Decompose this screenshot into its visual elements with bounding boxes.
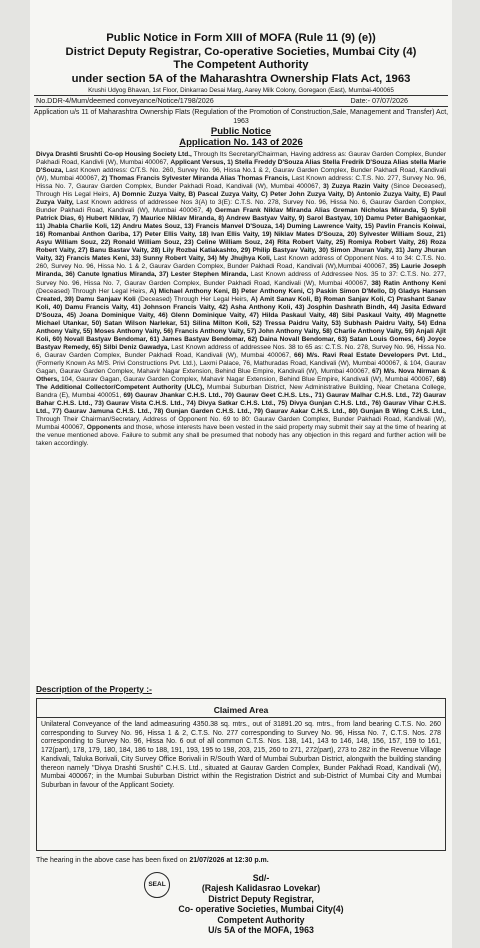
hearing-date: 21/07/2026 at 12:30 p.m. <box>189 857 269 864</box>
notice-body-segment: Through Their Chairman/Secretary, Address of Opponent No. 69 to 80: Gaurav Garden Complex, Bunder Pakhadi Road, Kandivali (W), Mumbai 400067, <box>36 416 446 432</box>
notice-body-segment: (Deceased) Through Her Legal Heirs, <box>135 295 251 303</box>
notice-party-name: 4) German Frank Niklav Miranda Alias Greman Nicholas Miranda, 5) Sybil Patrick Dias, 6) Hubert Niklav, 7) Maurice Niklav Miranda, 8) Andrew Bastyav Vaity, 9) Sarol Bastyav, 10) Damu Peter Bahigaonkar, 11) Jhabla Charlie Koli, 12) Andru Mates Souz, 13) Francis Manvel D'Souza, 14) Duming Lawrence Vaity, 15) Pavlin Francis Koiwai, 16) Romanbai Anthon Gariba, 17) Peter Ellis Vaity, 18) Ivan Ellis Vaity, 19) Niklav Mates D'Souza, 20) Sylvester William Souz, 21) Asyu William Souz, 22) Ronald William Souz, 23) Celine William Souz, 24) Rita Robert Vaity, 25) Romiya Robert Vaity, 26) Roza Robert Vaity, 27) Banu Bastav Vaity, 28) Lily Rozbai Katiakashto, 29) Philip Bastyav Vaity, 30) Simon Jhuran Vaity, 31) Jany Jhuran Vaity, 32) Francis Mates Keni, 33) Sunny Robert Vaity, 34) My Jhujhya Koli, <box>36 207 446 263</box>
notice-body-text <box>36 151 446 683</box>
signatory-title-4: U/s 5A of the MOFA, 1963 <box>208 925 314 936</box>
notice-date: Date:- 07/07/2026 <box>350 96 408 105</box>
signature-sd: Sd/- <box>252 873 270 883</box>
notice-body-segment: Mumbai Suburban District, New Administrative Building, Near Chetana College, Bandra (E), Mumbai 400051, <box>36 383 446 399</box>
notice-party-name: 35) Laurie Joseph Miranda, 36) Canute Ignatius Miranda, 37) Lester Stephen Miranda, <box>36 263 446 279</box>
notice-party-name: Opponents <box>86 424 122 432</box>
notice-party-name: 38) Ratin Anthony Keni <box>371 279 446 287</box>
claimed-area-title: Claimed Area <box>37 703 445 718</box>
notice-party-name: 2) Thomas Francis Sylvester Miranda Alias Thomas Francis, <box>101 175 290 183</box>
notice-party-name: A) Domnic Zuzya Vaity, B) Pascal Zuzya Vaity, C) Peter John Zuzya Vaity, D) Antonio Zuzya Vaity, E) Paul Zuzya Vaity, <box>36 191 446 207</box>
reference-row <box>34 95 448 107</box>
notice-party-name: 69) Gaurav Jhankar C.H.S. Ltd., 70) Gaurav Geet C.H.S. Lts., 71) Gaurav Malhar C.H.S. Ltd., 72) Gaurav Bahar C.H.S. Ltd., 73) Gaurav Vista C.H.S. Ltd., 74) Divya Satkar C.H.S. Ltd., 75) Divya Gunjan C.H.S. Ltd., 76) Gaurav Vihar C.H.S. Ltd., 77) Gaurav Jamuna C.H.S. Ltd., 78) Gunjan Garden C.H.S. Ltd., 79) Gaurav Aakar C.H.S. Ltd., 80) Gunjan B Wing C.H.S. Ltd., <box>36 391 446 415</box>
notice-party-name: Applicant Versus, 1) Stella Freddy D'Souza Alias Stella Fredrik D'Souza Alias stella Marie D'Souza, <box>36 159 446 175</box>
signatory-name: (Rajesh Kalidasrao Lovekar) <box>201 883 321 894</box>
office-address: Krushi Udyog Bhavan, 1st Floor, Dinkarrao Desai Marg, Aarey Milk Colony, Goregaon (East), Mumbai-400065 <box>88 87 394 94</box>
signatory-title-3: Competent Authority <box>217 914 305 925</box>
signatory-title-1: District Deputy Registrar, <box>208 893 314 904</box>
notice-heading-registrar: District Deputy Registrar, Co-operative Societies, Mumbai City (4) <box>65 45 417 58</box>
notice-party-name: A) Amit Sanav Koli, B) Roman Sanjav Koli, C) Prashant Sanav Koli, 40) Damu Francis Vaity, 41) Johnson Francis Vaity, 42) Asha Anthony Koli, 43) Josphin Dashrath Bindh, 44) Jasita Edward D'Souza, 45) Joana Dominique Vaity, 46) Glenn Dominique Vaity, 47) Hilda Paskaul Vaity, 48) Sibi Paskaul Vaity, 49) Magnette Michael Utankar, 50) Satan Wilson Narlekar, 51) Silina Milton Koli, 52) Tressa Paidru Vaity, 53) Subhash Paidru Vaity, 54) Edna Anthony Vaity, 55) Moses Anthony Vaity, 56) Francis Anthony Vaity, 57) John Anthony Vaity, 58) Charlie Anthony Vaity, 59) Anjali Ajit Koli, 60) Novall Bastyav Bendomar, 61) James Bastyav Bendomar, 62) Daina Novall Bendomar, 63) Satan Louis Gomes, 64) Joyce Bastyav Remedy, 65) Silbi Deniz Gawadya, <box>36 295 446 351</box>
public-notice-title: Public Notice <box>210 126 272 137</box>
notice-body-segment: and those, whose interests have been vested in the said property may submit their say at the time of hearing at the venue mentioned above. Failure to submit any shall be presumed that nobody has any objection in this regard and further action will be taken accordingly. <box>36 424 446 448</box>
notice-body-segment: (Deceased) Through Her Legal Heirs, <box>36 287 150 295</box>
claimed-area-text: Unilateral Conveyance of the land admeasuring 4350.38 sq. mtrs., out of 31891.20 sq. mtrs., from land bearing C.T.S. No. 260 corresponding to Survey No. 96, Hissa 1 & 2, C.T.S. No. 277 corresponding to Survey No. 96, Hissa No. 7, C.T.S. Nos. 278 corresponding to Survey No. 96, Hissa No. 6 out of all common C.T.S. Nos. 138, 141, 143 to 146, 148, 156, 157, 159 to 161, 172(part), 178, 179, 180, 184, 186 to 188, 191, 193, 195 to 198, 203, 215, 260 to 271, 272(part), 273 to 282 in the Revenue Village Kandivali, Taluka Borivali, City Survey Office Borivali in R/South Ward of Mumbai Suburban District, alongwith the building standing thereon namely "Divya Drashti Srushti" C.H.S. Ltd., situated at Gaurav Garden Complex, Bunder Pakhadi Road, Kandivali (W), Mumbai 400067; in the Mumbai Suburban District within the Registration District and sub-District of Mumbai City and Mumbai Suburban in favour of the Applicant Society. <box>41 721 441 789</box>
notice-party-name: 66) M/s. Ravi Real Estate Developers Pvt. Ltd., <box>294 351 446 359</box>
signatory-title-2: Co- operative Societies, Mumbai City(4) <box>178 904 344 915</box>
notice-party-name: 68) The Additional Collector/Competent Authority (ULC), <box>36 375 446 391</box>
notice-party-name: Divya Drashti Srushti Co-op Housing Society Ltd., <box>36 151 192 158</box>
notice-heading-section: under section 5A of the Maharashtra Ownership Flats Act, 1963 <box>71 72 411 85</box>
claimed-area-box <box>36 698 446 851</box>
notice-body-segment: Last Known address of addressee Nos. 38 to 65 as: C.T.S. No. 278, Survey No. 96, Hissa No. 6, Gaurav Garden Complex, Bunder Pakhadi Road, Kandivali (W), Mumbai 400067, <box>36 343 446 359</box>
notice-body-segment: (Since Deceased), Through His Legal Heirs, <box>36 183 446 199</box>
notice-page <box>30 0 452 948</box>
reference-number: No.DDR-4/Mum/deemed conveyance/Notice/1798/2026 <box>36 96 214 105</box>
hearing-line <box>36 856 446 865</box>
notice-heading-authority: The Competent Authority <box>173 59 309 71</box>
seal-stamp: SEAL <box>144 872 170 898</box>
notice-party-name: A) Michael Anthony Keni, B) Peter Anthony Keni, C) Paskin Simon D'Mello, D) Gladys Hansen Created, 39) Damu Sanjaav Koli <box>36 287 446 303</box>
signature-block <box>30 873 452 935</box>
notice-body-segment: Last Known address of Opponent Nos. 4 to 34: C.T.S. No. 260, Survey No. 96, Hissa No. 1 & 2, Gaurav Garden Complex, Bunder Pakhadi Road, Kandivali (W),Mumbai 400067, <box>36 255 446 271</box>
notice-body-segment: Last Known address of Addressee Nos. 35 to 37: C.T.S. No. 277, Survey No. 96, Hissa No. 7, Gaurav Garden Complex, Bunder Pakhadi Road, Kandivali (W), Mumbai 400067, <box>36 271 446 287</box>
hearing-prefix: The hearing in the above case has been fixed on <box>36 857 190 864</box>
notice-body-segment: 104, Gaurav Gagan, Gaurav Garden Complex, Mahavir Nagar Extension, Behind Blue Empire, Kandivali (W), Mumbai 400067, <box>58 375 437 383</box>
notice-body-segment: Through Its Secretary/Chairman, Having address as: Gaurav Garden Complex, Bunder Pakhadi Road, Kandivli (W), Mumbai 400067, <box>36 151 446 167</box>
notice-body-segment: Last Known address of addressee Nos 3(A) to 3(E): C.T.S. No. 278, Survey No. 96, Hissa No. 6, Gaurav Garden Complex, Bunder Pakhadi Road, Kandivali (W), Mumbai 400067, <box>36 199 446 215</box>
application-description: Application u/s 11 of Maharashtra Ownership Flats (Regulation of the Promotion of Construction,Sale, Management and Transfer) Act, 1963 <box>33 109 449 125</box>
notice-party-name: 67) M/s. Nova Nirman & Others, <box>36 367 446 383</box>
application-number: Application No. 143 of 2026 <box>179 137 303 148</box>
property-description-heading: Description of the Property :- <box>36 684 152 694</box>
notice-body-segment: (Formerly Known As M/S. Privi Constructions Pvt. Ltd.), Laxmi Palace, 76, Mathuradas Road, Kandivali (W), Mumbai 400067, & 104, Gaurav Gagan, Gaurav Garden Complex, Mahavir Nagar Extension, Behind Blue Empire, Kandivali (W), Mumbai 400067, <box>36 359 446 375</box>
notice-body-segment: Last Known address: C.T.S. No. 277, Survey No. 96, Hissa No. 7, Gaurav Garden Complex, Bunder Pakhadi Road, Kandivali (W), Mumbai 400067, <box>36 175 446 191</box>
notice-party-name: 3) Zuzya Razin Vaity <box>323 183 389 191</box>
notice-heading-form: Public Notice in Form XIII of MOFA (Rule 11 (9) (e)) <box>106 32 376 44</box>
notice-body-segment: Last Known address: C/T.S. No. 260, Survey No. 96, Hissa No.1 & 2, Gaurav Garden Complex, Bunder Pakhadi Road, Kandivali (W), Mumbai 400067, <box>36 167 446 183</box>
